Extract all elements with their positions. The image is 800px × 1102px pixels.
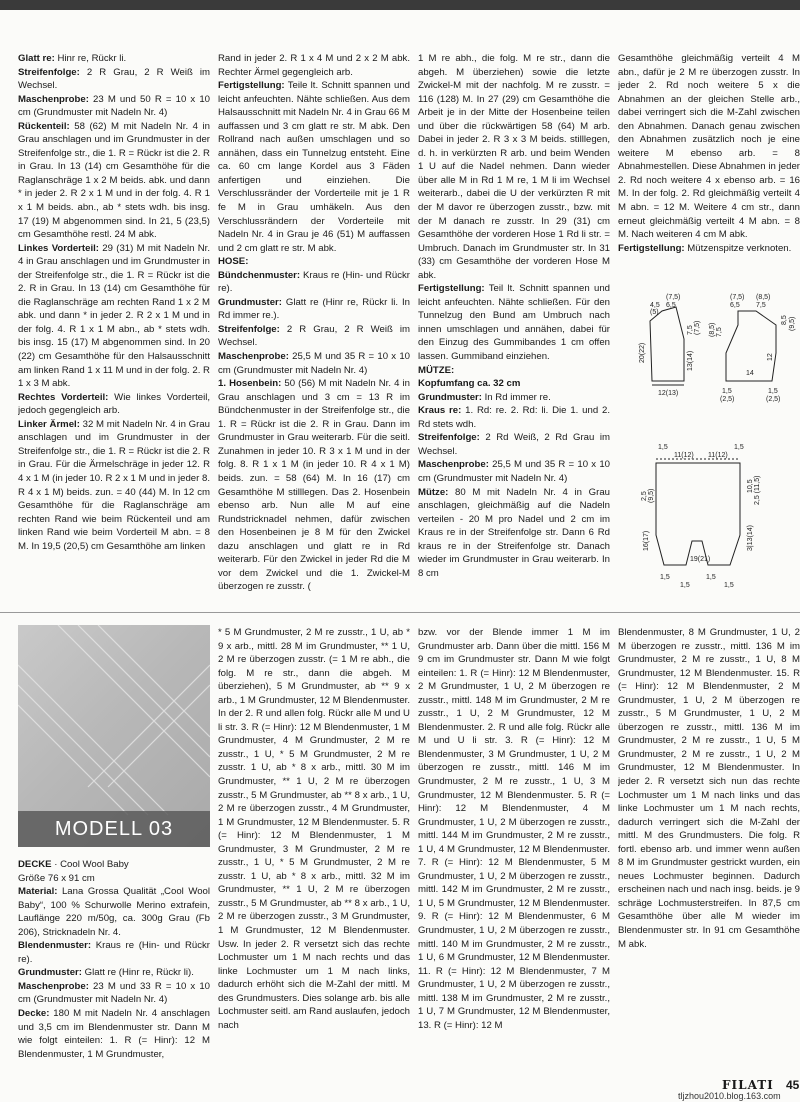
label-d2-top-c: (8,5) (756, 294, 771, 301)
col2-body-text: 2 R Grau, 2 R Weiß im Wechsel. (218, 323, 410, 349)
column-1 (18, 52, 210, 607)
schematic-diagrams (622, 283, 800, 603)
col1-paragraph (18, 391, 210, 418)
col1-heading: Rückenteil: (18, 120, 70, 132)
label-d1-side3: 7,5 (687, 325, 694, 335)
label-d3-top-c: 11(12) (708, 452, 728, 459)
label-d3-left-a: 2,5 (641, 491, 648, 501)
col3-heading: Streifenfolge: (418, 432, 480, 444)
col2-body-text: 50 (56) M mit Nadeln Nr. 4 in Grau anschlagen und 3 cm = 13 R im Bündchenmuster in der Streifenfolge str., die 1. R = Rückr ist die 2. R in Grau. Dann im Grundmuster in Grau weiterarb. Für die seitl. Zunahmen in jeder 10. R 3 x 1 M und in der folg. 8. R 1 x 1 M (in jeder 10. R 4 x 1 M) beids. zun. = 58 (64) M. In 16 (17) cm Gesamthöhe M stilllegen. Das 2. Hosenbein ebenso arb. Nun alle M auf eine Rundstricknadel nehmen, dafür zwischen den Hosenbeinen je 8 M für den Zwickel dazu anschlagen und glatt re in Rd weiterarb. Für den Zwickel in jeder Rd die M vor dem Zwickel und die 1. Zwickel-M überzogen re zusstr. ( (218, 378, 410, 593)
label-d2-top-d: 7,5 (756, 302, 766, 309)
col5-body-text: Größe 76 x 91 cm (18, 872, 95, 884)
label-d3-b4: 1,5 (724, 582, 734, 589)
col2-paragraph (218, 52, 410, 79)
trousers-schematic (656, 459, 740, 565)
label-d1-left-b: (5) (650, 309, 659, 316)
col2-body-text: Glatt re (Hinr re, Rückr li. In Rd immer re.). (218, 296, 410, 322)
col3-paragraph (418, 391, 610, 405)
label-d2-side-a: 8,5 (781, 315, 788, 325)
label-d3-right-a: 10,5 (747, 479, 754, 493)
col5-body-text: · Cool Wool Baby (51, 859, 129, 870)
col5-heading: Material: (18, 886, 58, 898)
col4-heading: Fertigstellung: (618, 242, 685, 254)
label-d3-b2: 1,5 (680, 582, 690, 589)
col2-heading: HOSE: (218, 256, 249, 268)
label-d1-side2: 13(14) (687, 350, 694, 371)
label-d2-mid: 14 (746, 370, 754, 377)
col1-body-text: Wie linkes Vorderteil, jedoch gegengleich arb. (18, 391, 210, 417)
col1-body-text: 2 R Grau, 2 R Weiß im Wechsel. (18, 66, 210, 92)
col5-paragraph (18, 858, 210, 872)
col5-body-text: 23 M und 33 R = 10 x 10 cm (Grundmuster mit Nadeln Nr. 4) (18, 980, 210, 1006)
col3-heading: Grundmuster: (418, 391, 482, 403)
label-d3-left-c: 16(17) (643, 530, 650, 551)
col4-paragraph (618, 52, 800, 242)
label-d1-top2: 6,5 (666, 302, 676, 309)
col3-heading: Kraus re: (418, 405, 462, 417)
col2-heading: Grundmuster: (218, 296, 282, 308)
col1-body-text: 23 M und 50 R = 10 x 10 cm (Grundmuster mit Nadeln Nr. 4) (18, 93, 210, 119)
label-d3-top-a: 1,5 (658, 444, 668, 451)
col5-body-text: Lana Grossa Qualität „Cool Wool Baby“, 100 % Schurwolle Merino extrafein, Lauflänge 220 m/50g, ca. 300g Grau (Fb 206), Stricknadeln Nr. 4. (18, 886, 210, 938)
col3-heading: Maschenprobe: (418, 459, 489, 471)
label-d1-side4: (7,5) (694, 320, 701, 335)
col3-heading: Kopfumfang ca. 32 cm (418, 378, 521, 390)
col2-paragraph (218, 255, 410, 269)
col3-heading: Mütze: (418, 486, 449, 498)
col1-body-text: 32 M mit Nadeln Nr. 4 in Grau anschlagen und im Grundmuster in der Streifenfolge str., die 1. R = Rückr ist die 2. R in Grau. Für die Ärmelschräge in jeder 12. R 4 x 1 M (in jeder 10. R 2 x 1 M und in jeder 8. R 4 x 1 M) beids. zun. = 40 (44) M. In 12 cm Gesamthöhe für die Raglanschräge am rechten Rand wie beim Rückenteil und am linken Rand wie beim Vorderteil M abn. = 8 M. In 19,5 (20,5) cm Gesamthöhe am linken (18, 418, 210, 552)
label-d3-b3: 1,5 (706, 574, 716, 581)
label-d2-bottom-a: 1,5 (722, 388, 732, 395)
label-d2-side-c: (8,5) (709, 322, 716, 337)
col3-paragraph (418, 364, 610, 378)
label-d1-side: 20(22) (639, 342, 646, 363)
column-6-text: * 5 M Grundmuster, 2 M re zusstr., 1 U, ab * 9 x arb., mittl. 28 M im Grundmuster, ** 1 U, 2 M re überzogen zusstr. (= 1 M re abh., die folg. M re str., dann die abgeh. M überziehen), 5 M Grundmuster, ab ** 9 x arb., 1 M Grundmuster, 12 M Blendenmuster. In der 2. R und allen folg. Rückr alle M und U li str. 3. R (= Hinr): 12 M Blendenmuster, 1 M Grundmuster, 4 M Grundmuster, 2 M re zusstr., 1 U, * 5 M Grundmuster, 2 M re zusstr. 1 U, ab * 8 x arb., mittl. 30 M im Grundmuster, ** 1 U, 2 M re überzogen zusstr., 5 M Grundmuster, ab ** 8 x arb., 1 U, 2 M re überzogen zusstr., 4 M Grundmuster, 1 M Grundmuster, 12 M Blendenmuster. 5. R (= Hinr): 12 M Blendenmuster, 1 M Grundmuster, 3 M Grundmuster, 2 M re zusstr., 1 U, * 5 M Grundmuster, 2 M re zusstr. 1 U, ab * 8 x arb., mittl. 32 M im Grundmuster, ** 1 U, 2 M re überzogen zusstr., 5 M Grundmuster, ab ** 8 x arb., 1 U, 2 M re überzogen zusstr., 3 M Grundmuster, 1 M Grundmuster, 12 M Blendenmuster. Usw. In jeder 2. R versetzt sich das rechte Lochmuster um 1 M nach rechts und das linke Lochmuster um 1 M nach links, dadurch erhöht sich die M-Zahl der mittl. M des Grundmusters. Dies solange arb. bis alle Lochmuster seitl. am Rand auslaufen, jedoch nach (218, 627, 410, 1031)
col3-body-text: 1. Rd: re. 2. Rd: li. Die 1. und 2. Rd stets wdh. (418, 405, 610, 430)
column-7 (418, 626, 610, 1076)
label-d1-left-a: 4,5 (650, 302, 660, 309)
col2-body-text: Rand in jeder 2. R 1 x 4 M und 2 x 2 M abk. Rechter Ärmel gegengleich arb. (218, 53, 410, 78)
col5-paragraph (18, 966, 210, 980)
col3-body-text: Teil lt. Schnitt spannen und leicht anfeuchten. Nähte schließen. Für den Tunnelzug den Bund am Umbruch nach innen umschlagen und annähen, dabei für den Einzug des Gummibandes 1 cm offen lassen. Gummiband einziehen. (418, 283, 610, 363)
col3-body-text: In Rd immer re. (481, 391, 551, 403)
col3-body-text: 2 Rd Weiß, 2 Rd Grau im Wechsel. (418, 432, 610, 457)
col1-heading: Rechtes Vorderteil: (18, 391, 109, 403)
col3-body-text: 80 M mit Nadeln Nr. 4 in Grau anschlagen, gleichmäßig auf die Nadeln verteilen - 20 M pro Nadel und 2 cm im Kraus re in der Streifenfolge str. Dann 6 Rd kraus re in der Streifenfolge str. Danach wieder im Grundmuster in Grau weiterarb. In 8 cm (418, 486, 610, 579)
column-5 (18, 858, 210, 1080)
column-4 (618, 52, 800, 277)
col1-body-text: Hinr re, Rückr li. (54, 53, 127, 64)
label-d3-left-b: (9,5) (648, 488, 655, 503)
label-d2-bottom-d: (2,5) (766, 396, 781, 403)
col1-paragraph (18, 93, 210, 120)
col2-paragraph (218, 323, 410, 350)
col2-heading: Fertigstellung: (218, 80, 285, 92)
col2-paragraph (218, 269, 410, 296)
col5-paragraph (18, 939, 210, 966)
label-d3-top-b: 11(12) (674, 452, 694, 459)
col5-paragraph (18, 885, 210, 939)
col1-paragraph (18, 66, 210, 93)
col5-paragraph (18, 872, 210, 886)
column-8-text: Blendenmuster, 8 M Grundmuster, 1 U, 2 M überzogen re zusstr., mittl. 136 M im Grundmuster, 2 M re zusstr., 1 U, 8 M Grundmuster, 12 M Blendenmuster. 15. R (= Hinr): 12 M Blendenmuster, 2 M Grundmuster, 1 U, 2 M überzogen re zusstr., 5 M Grundmuster, 1 U, 2 M überzogen re zusstr., mittl. 136 M im Grundmuster, 2 M re zusstr., 1 U, 5 M Grundmuster, 2 M re zusstr., 1 U, 2 M Grundmuster, 12 M Blendenmuster. In jeder 2. R versetzt sich nun das rechte Lochmuster um 1 M nach links und das linke Lochmuster um 1 M nach rechts, dadurch verringert sich die M-Zahl der mittl. M des Grundmusters. Die folg. R fortl. ebenso arb. und immer wenn außen 8 M im Grundmuster gestrickt wurden, ein neues Lochmuster beginnen. Dadurch erscheinen nach und nach insg. beids. je 9 schräge Lochmusterstreifen. In 87,5 cm Gesamthöhe über alle M wieder im Blendenmuster str. In 91 cm Gesamthöhe M abk. (618, 627, 800, 950)
col1-heading: Linkes Vorderteil: (18, 242, 99, 254)
section-divider (0, 612, 800, 613)
col5-body-text: Kraus re (Hin- und Rückr re). (18, 940, 210, 965)
label-d3-top-d: 1,5 (734, 444, 744, 451)
col3-paragraph (418, 486, 610, 581)
label-d1-top: (7,5) (666, 294, 681, 301)
col4-body-text: Gesamthöhe gleichmäßig verteilt 4 M abn., dafür je 2 M re überzogen zusstr. In jeder 2. Rd noch weitere 5 x die Abnahmen an der gleichen Stelle arb., dabei verringert sich die M-Zahl zwischen den Abnahmen. Danach genau zwischen den Abnahmen zusätzlich noch je eine weitere M ebenso arb. = 8 Abnahmestellen. Diese Abnahmen in jeder 2. Rd noch weitere 4 x ebenso arb. = 16 M. In der folg. 2. Rd gleichmäßig verteilt 4 M abn. = 12 M. Weitere 4 cm str., dann erneut gleichmäßig verteilt 4 M abn. = 8 M. Nach weiteren 4 cm M abk. (618, 53, 800, 241)
col5-body-text: Glatt re (Hinr re, Rückr li). (81, 967, 194, 979)
col3-body-text: 25,5 M und 35 R = 10 x 10 cm (Grundmuster mit Nadeln Nr. 4) (418, 459, 610, 484)
col2-heading: Maschenprobe: (218, 351, 289, 363)
col1-heading: Linker Ärmel: (18, 418, 80, 430)
col1-heading: Glatt re: (18, 53, 55, 64)
col1-body-text: 58 (62) M mit Nadeln Nr. 4 in Grau anschlagen und im Grundmuster in der Streifenfolge str., die 1. R = Rückr ist die 2. R in Grau. In 13 (14) cm Gesamthöhe für die Raglanschräge 1 x 2 M beids. abk. und dann * in jeder 2. R 2 x 1 M und in der folg. 4. R 1 x 1 M beids. abn., ab * stets wdh. bis insg. 17 (19) M abgenommen sind. In 21, 5 (23,5) cm Gesamthöhe restl. 24 M abk. (18, 120, 210, 241)
magazine-brand: FILATI (722, 1078, 774, 1092)
col1-paragraph (18, 418, 210, 553)
col2-heading: 1. Hosenbein: (218, 378, 282, 390)
col2-paragraph (218, 350, 410, 377)
top-edge-bar (0, 0, 800, 10)
col1-paragraph (18, 120, 210, 242)
col4-paragraph (618, 242, 800, 256)
column-8 (618, 626, 800, 1076)
label-d3-bottom: 19(21) (690, 556, 711, 563)
column-2 (218, 52, 410, 607)
col1-paragraph (18, 242, 210, 391)
page-number: 45 (786, 1078, 800, 1092)
col5-paragraph (18, 1007, 210, 1061)
col3-paragraph (418, 282, 610, 363)
column-7-text: bzw. vor der Blende immer 1 M im Grundmuster arb. Dann über die mittl. 156 M 9 cm im Grundmuster str. Dann M wie folgt einteilen: 1. R (= Hinr): 12 M Blendenmuster, 2 M Grundmuster, 1 U, 2 M überzogen re zusstr., mittl. 148 M im Grundmuster, 2 M re zusstr., 1 U, 2 M Grundmuster, 12 M Blendenmuster. 2. R und alle folg. Rückr alle M und U li str. 3. R (= Hinr): 12 M Blendenmuster, 3 M Grundmuster, 1 U, 2 M überzogen re zusstr., mittl. 146 M im Grundmuster, 2 M re zusstr., 1 U, 3 M Grundmuster, 12 M Blendenmuster. 5. R (= Hinr): 12 M Blendenmuster, 4 M Grundmuster, 1 U, 2 M überzogen re zusstr., mittl. 144 M im Grundmuster, 2 M re zusstr., 1 U, 4 M Grundmuster, 12 M Blendenmuster. 7. R (= Hinr): 12 M Blendenmuster, 5 M Grundmuster, 1 U, 2 M überzogen re zusstr., mittl. 142 M im Grundmuster, 2 M re zusstr., 1 U, 5 M Grundmuster, 12 M Blendenmuster. 9. R (= Hinr): 12 M Blendenmuster, 6 M Grundmuster, 1 U, 2 M überzogen re zusstr., mittl. 140 M im Grundmuster, 2 M re zusstr., 1 U, 6 M Grundmuster, 12 M Blendenmuster. 11. R (= Hinr): 12 M Blendenmuster, 7 M Grundmuster, 1 U, 2 M überzogen re zusstr., mittl. 138 M im Grundmuster, 2 M re zusstr., 1 U, 7 M Grundmuster, 12 M Blendenmuster, 13. R (= Hinr): 12 M (418, 627, 610, 1031)
col3-paragraph (418, 458, 610, 485)
col1-heading: Streifenfolge: (18, 66, 80, 78)
col3-body-text: 1 M re abh., die folg. M re str., dann die abgeh. M überziehen) sowie die letzte Zwickel-M mit der nachfolg. M re zusstr. = 116 (128) M. In 27 (29) cm Gesamthöhe die Arbeit je in der Mitte der Hosenbeine teilen und über die rückwärtigen 58 (64) M arb. Dabei in jeder 2. R 3 x 3 M beids. stilllegen, d. h. in verkürzten R arb. und beim Wenden 1 U auf die Nadel nehmen. Dann wieder über alle M in Rd 1 M re, 1 M li im Wechsel weiterarb., dabei die U der verkürzten R mit der M davor re überzogen zusstr., bzw. mit der M danach re zusstr. In 29 (31) cm Gesamthöhe der vorderen Hose 1 Rd li str. = Umbruch. Danach im Grundmuster str. In 31 (33) cm Gesamthöhe der vorderen Hose M abk. (418, 53, 610, 281)
col1-body-text: 29 (31) M mit Nadeln Nr. 4 in Grau anschlagen und im Grundmuster in der Streifenfolge str., die 1. R = Rückr ist die 2. R in Grau. In 13 (14) cm Gesamthöhe für die Raglanschräge am rechten Rand 1 x 2 M abk. und dann * in jeder 2. R 2 x 1 M und in der folg. 4. R 1 x 1 M abn., ab * stets wdh. bis insg. 15 (17) M abgenommen sind. In 20 (22) cm Gesamthöhe für den Halsausschnitt am linken Rand 1 x 11 M und in der folg. 2. R 1 x 3 M abk. (18, 242, 210, 390)
col3-paragraph (418, 404, 610, 431)
col1-heading: Maschenprobe: (18, 93, 89, 105)
col2-body-text: Teile lt. Schnitt spannen und leicht anfeuchten. Nähte schließen. Aus dem Halsausschnitt mit Nadeln Nr. 4 in Grau 66 M auffassen und 3 cm glatt re str. M abk. Den Rollrand nach außen umschlagen und so annähen, dass ein Tunnelzug entsteht. Eine ca. 60 cm lange Kordel aus 3 Fäden anfertigen und einziehen. Die Verschlussränder der Vorderteile mit je 1 R fe M in Grau umhäkeln. Aus den Verschlussrändern der Vorderteile mit Nadeln Nr. 4 in Grau je 46 (51) M auffassen und 2 cm glatt re str. M abk. (218, 80, 410, 254)
label-d2-top-b: 6,5 (730, 302, 740, 309)
col5-heading: DECKE (18, 859, 52, 870)
label-d2-top-a: (7,5) (730, 294, 745, 301)
label-d3-b1: 1,5 (660, 574, 670, 581)
col5-heading: Decke: (18, 1008, 50, 1020)
label-d2-left: 12 (767, 353, 774, 361)
col5-body-text: 180 M mit Nadeln Nr. 4 anschlagen und 3,5 cm im Blendenmuster str. Dann M wie folgt einteilen: 1. R (= Hinr): 12 M Blendenmuster, 1 M Grundmuster, (18, 1008, 210, 1060)
col5-heading: Grundmuster: (18, 967, 82, 979)
col2-body-text: 25,5 M und 35 R = 10 x 10 cm (Grundmuster mit Nadeln Nr. 4) (218, 351, 410, 376)
col3-paragraph (418, 431, 610, 458)
label-d2-bottom-c: 1,5 (768, 388, 778, 395)
label-d2-side-d: 7,5 (716, 327, 723, 337)
watermark-blog-url: tljzhou2010.blog.163.com (678, 1091, 781, 1101)
col2-body-text: Kraus re (Hin- und Rückr re). (218, 269, 410, 295)
col1-paragraph (18, 52, 210, 66)
col2-paragraph (218, 296, 410, 323)
col3-heading: Fertigstellung: (418, 283, 485, 295)
sleeve-schematic (650, 307, 684, 385)
label-d3-right-b: 2,5 (11,5) (754, 475, 761, 505)
column-3 (418, 52, 610, 607)
col2-heading: Streifenfolge: (218, 323, 280, 335)
label-d3-right-c: 3|13(14) (747, 525, 754, 551)
col2-paragraph (218, 377, 410, 594)
col2-heading: Bündchenmuster: (218, 269, 301, 281)
modell-label: MODELL 03 (18, 811, 210, 847)
column-6 (218, 626, 410, 1076)
label-d1-bottom: 12(13) (658, 390, 679, 397)
col3-paragraph (418, 377, 610, 391)
col3-heading: MÜTZE: (418, 364, 455, 376)
col2-paragraph (218, 79, 410, 255)
label-d2-bottom-b: (2,5) (720, 396, 735, 403)
col5-paragraph (18, 980, 210, 1007)
col5-heading: Maschenprobe: (18, 980, 89, 992)
label-d2-side-b: (9,5) (789, 316, 796, 331)
col5-heading: Blendenmuster: (18, 940, 92, 952)
col4-body-text: Mützenspitze verknoten. (684, 242, 792, 254)
blanket-photo (18, 625, 210, 847)
col3-paragraph (418, 52, 610, 282)
